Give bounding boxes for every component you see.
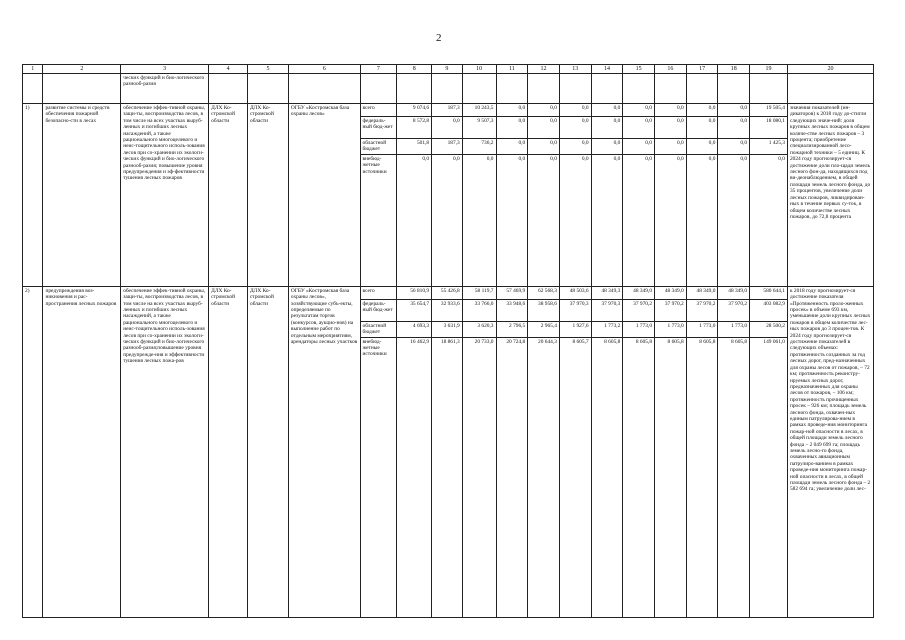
expected-result: значения показателей (ин-дикаторов) к 2018 году до-стигли следующих значе-ний: доля крупных лесных пожаров в общем количе-стве лесных пожаров – 3 процента; приобретение специализированной лесо-пожарной техники – 5 единиц. К 2024 году прогнозирует-ся достижение доли пло-щади земель лесного фон-да, находящихся под ви-деонаблюдением, в общей площади земель лесного фонда, до 35 процентов, увеличение доли лесных пожаров, ликвидирован-ных в течение первых су-ток, в общем количестве лесных пожаров, до 72,8 процента (787, 104, 873, 287)
amount: 0,0 (496, 117, 528, 139)
amount: 0,0 (655, 154, 687, 286)
amount-total: 18 080,1 (750, 117, 788, 139)
amount: 0,0 (432, 117, 463, 139)
col-num: 8 (397, 65, 432, 74)
amount: 501,8 (397, 139, 432, 155)
source-label: федераль-ный бюд-жет (360, 299, 397, 321)
source-label: федераль-ный бюд-жет (360, 117, 397, 139)
amount: 0,0 (623, 139, 655, 155)
col-num: 18 (718, 65, 750, 74)
amount: 8 605,8 (623, 337, 655, 617)
page-number: 2 (436, 32, 442, 44)
amount: 0,0 (686, 154, 718, 286)
amount: 16 462,9 (397, 337, 432, 617)
co-executor: ДЛХ Ко-стромской области (248, 286, 289, 617)
row-number: 2) (23, 286, 43, 617)
amount: 187,3 (432, 104, 463, 117)
amount: 1 927,6 (559, 321, 591, 337)
amount: 20 644,3 (528, 337, 560, 617)
co-executor: ДЛХ Ко-стромской области (248, 104, 289, 287)
amount: 0,0 (559, 154, 591, 286)
source-label: всего (360, 286, 397, 299)
column-number-row (23, 65, 874, 74)
amount: 8 572,8 (397, 117, 432, 139)
col-num: 6 (288, 65, 360, 74)
source-label: внебюд-жетные источники (360, 154, 397, 286)
amount: 37 970,2 (718, 299, 750, 321)
row-number: 1) (23, 104, 43, 287)
participant: ОГБУ «Костромская база охраны лесов», хозяйствующие субъ-екты, определяемые по результатам торгов (конкурсов, аукцио-нов) на выполнение работ по отдельным мероприятиям, арендаторы лесных участков (288, 286, 360, 617)
col-num: 16 (655, 65, 687, 74)
amount: 0,0 (559, 139, 591, 155)
amount: 0,0 (432, 154, 463, 286)
amount: 56 810,9 (397, 286, 432, 299)
amount: 8 605,8 (591, 337, 623, 617)
amount: 9 507,3 (462, 117, 496, 139)
col-num: 20 (787, 65, 873, 74)
measure-name: предупреждения воз-никновения и рас-пространения лесных пожаров (43, 286, 121, 617)
source-label: внебюд-жетные источники (360, 337, 397, 617)
col-num: 11 (496, 65, 528, 74)
amount: 0,0 (397, 154, 432, 286)
source-label: всего (360, 104, 397, 117)
amount: 0,0 (528, 154, 560, 286)
program-row-1 (23, 104, 874, 117)
amount: 20 724,8 (496, 337, 528, 617)
amount: 0,0 (718, 154, 750, 286)
amount: 0,0 (591, 117, 623, 139)
col-num: 9 (432, 65, 463, 74)
amount: 0,0 (496, 139, 528, 155)
col-num: 19 (750, 65, 788, 74)
amount: 1 773,0 (655, 321, 687, 337)
amount: 8 605,8 (686, 337, 718, 617)
col-num: 1 (23, 65, 43, 74)
amount: 0,0 (528, 117, 560, 139)
col-num: 17 (686, 65, 718, 74)
amount: 0,0 (718, 104, 750, 117)
amount: 37 970,2 (655, 299, 687, 321)
amount: 1 773,0 (686, 321, 718, 337)
amount: 0,0 (623, 154, 655, 286)
amount-total: 580 644,1 (750, 286, 788, 299)
amount: 3 620,3 (462, 321, 496, 337)
col-num: 2 (43, 65, 121, 74)
amount: 0,0 (623, 104, 655, 117)
amount: 37 970,3 (559, 299, 591, 321)
amount: 187,3 (432, 139, 463, 155)
amount: 0,0 (655, 139, 687, 155)
amount: 0,0 (591, 154, 623, 286)
col-num: 5 (248, 65, 289, 74)
amount: 1 773,0 (623, 321, 655, 337)
program-table (22, 64, 874, 618)
amount: 0,0 (496, 154, 528, 286)
amount: 0,0 (718, 117, 750, 139)
amount: 0,0 (591, 104, 623, 117)
amount: 0,0 (655, 117, 687, 139)
amount: 48 349,3 (591, 286, 623, 299)
amount-total: 0,0 (750, 154, 788, 286)
amount: 8 605,8 (655, 337, 687, 617)
amount: 736,2 (462, 139, 496, 155)
amount: 0,0 (528, 139, 560, 155)
col-num: 14 (591, 65, 623, 74)
col-num: 12 (528, 65, 560, 74)
amount: 32 933,6 (432, 299, 463, 321)
amount: 0,0 (686, 139, 718, 155)
amount: 0,0 (623, 117, 655, 139)
amount: 1 773,0 (718, 321, 750, 337)
measure-name: развитие системы и средств обеспечения пожарной безопасно-сти в лесах (43, 104, 121, 287)
amount-total: 19 505,4 (750, 104, 788, 117)
amount: 0,0 (686, 104, 718, 117)
amount: 48 503,6 (559, 286, 591, 299)
amount: 55 426,8 (432, 286, 463, 299)
amount: 10 243,5 (462, 104, 496, 117)
objectives: обеспечение эффек-тивной охраны, защи-ты, воспроизводства лесов, в том числе на всех участках выруб-ленных и погибших лесных насаждений, а также рационального многоцелевого и неис-тощительного исполь-зования лесов при со-хранении их экологи-ческих функций и био-логического разнооб-разия; повышение уровня предупреждения и эф-фективности тушения лесных пожаров (121, 104, 209, 287)
amount: 0,0 (462, 154, 496, 286)
amount: 20 733,0 (462, 337, 496, 617)
objectives: обеспечение эффек-тивной охраны, защи-ты, воспроизводства лесов, в том числе на всех участках выруб-ленных и погибших лесных насаждений, а также рационального многоцелевого и неис-тощительного исполь-зования лесов при со-хранении их экологи-ческих функций и био-логического разнооб-разия;повышение уровня предупрежде-ния и эффективности тушения лесных пожа-ров (121, 286, 209, 617)
col-num: 4 (209, 65, 248, 74)
continuation-cell: ческих функций и био-логического разнооб-разия (121, 74, 209, 104)
amount: 1 773,2 (591, 321, 623, 337)
amount: 0,0 (655, 104, 687, 117)
amount-total: 149 061,0 (750, 337, 788, 617)
amount: 0,0 (718, 139, 750, 155)
amount: 57 469,9 (496, 286, 528, 299)
amount: 48 349,0 (655, 286, 687, 299)
amount: 0,0 (496, 104, 528, 117)
amount: 9 074,6 (397, 104, 432, 117)
participant: ОГБУ «Костромская база охраны лесов» (288, 104, 360, 287)
col-num: 13 (559, 65, 591, 74)
amount-total: 28 500,2 (750, 321, 788, 337)
amount: 48 349,0 (623, 286, 655, 299)
amount: 33 948,6 (496, 299, 528, 321)
col-num: 10 (462, 65, 496, 74)
amount: 0,0 (559, 104, 591, 117)
amount: 62 568,3 (528, 286, 560, 299)
amount: 4 693,3 (397, 321, 432, 337)
executor: ДЛХ Ко-стромской области (209, 104, 248, 287)
amount: 0,0 (591, 139, 623, 155)
amount: 37 970,2 (686, 299, 718, 321)
amount: 35 654,7 (397, 299, 432, 321)
source-label: областной бюджет (360, 139, 397, 155)
amount: 33 766,0 (462, 299, 496, 321)
amount-total: 403 082,9 (750, 299, 788, 321)
amount: 2 796,5 (496, 321, 528, 337)
amount: 3 631,9 (432, 321, 463, 337)
col-num: 15 (623, 65, 655, 74)
amount: 37 970,2 (623, 299, 655, 321)
amount: 8 605,7 (559, 337, 591, 617)
amount: 58 119,7 (462, 286, 496, 299)
executor: ДЛХ Ко-стромской области (209, 286, 248, 617)
amount-total: 1 425,3 (750, 139, 788, 155)
amount: 8 605,8 (718, 337, 750, 617)
program-row-2 (23, 286, 874, 299)
amount: 0,0 (528, 104, 560, 117)
expected-result: к 2018 году прогнозирует-ся достижение показателя «Протяженность проло-женных просек» в объеме 693 км, уменьшение доли крупных лесных пожаров в общем количестве лес-ных пожаров до 3 процен-тов. К 2024 году прогнозирует-ся достижение показателей в следующих объемах: протяженность созданных за год лесных дорог, пред-назначенных для охраны лесов от пожаров, – 72 км; протяженность реконстру-ируемых лесных дорог, предназначенных для охраны лесов от пожаров, – 106 км; протяженность прочищенных просек – 926 км; площадь земель лесного фонда, охвачен-ных единым патрулирова-нием в рамках проведе-ния мониторинга пожар-ной опасности в лесах, в общей площади земель лесного фонда – 2 049 699 га; площадь земель лесно-го фонда, охваченных авиационным патрулиро-ванием в рамках проведе-ния мониторинга пожар-ной опасности в лесах, в общей площади земель лесного фонда – 2 582 694 га; увеличение доли лес- (787, 286, 873, 617)
source-label: областной бюджет (360, 321, 397, 337)
amount: 48 349,0 (718, 286, 750, 299)
col-num: 3 (121, 65, 209, 74)
amount: 37 970,3 (591, 299, 623, 321)
col-num: 7 (360, 65, 397, 74)
continuation-row (23, 74, 874, 104)
amount: 0,0 (686, 117, 718, 139)
amount: 18 861,3 (432, 337, 463, 617)
amount: 2 965,4 (528, 321, 560, 337)
amount: 38 958,6 (528, 299, 560, 321)
amount: 48 349,0 (686, 286, 718, 299)
amount: 0,0 (559, 117, 591, 139)
